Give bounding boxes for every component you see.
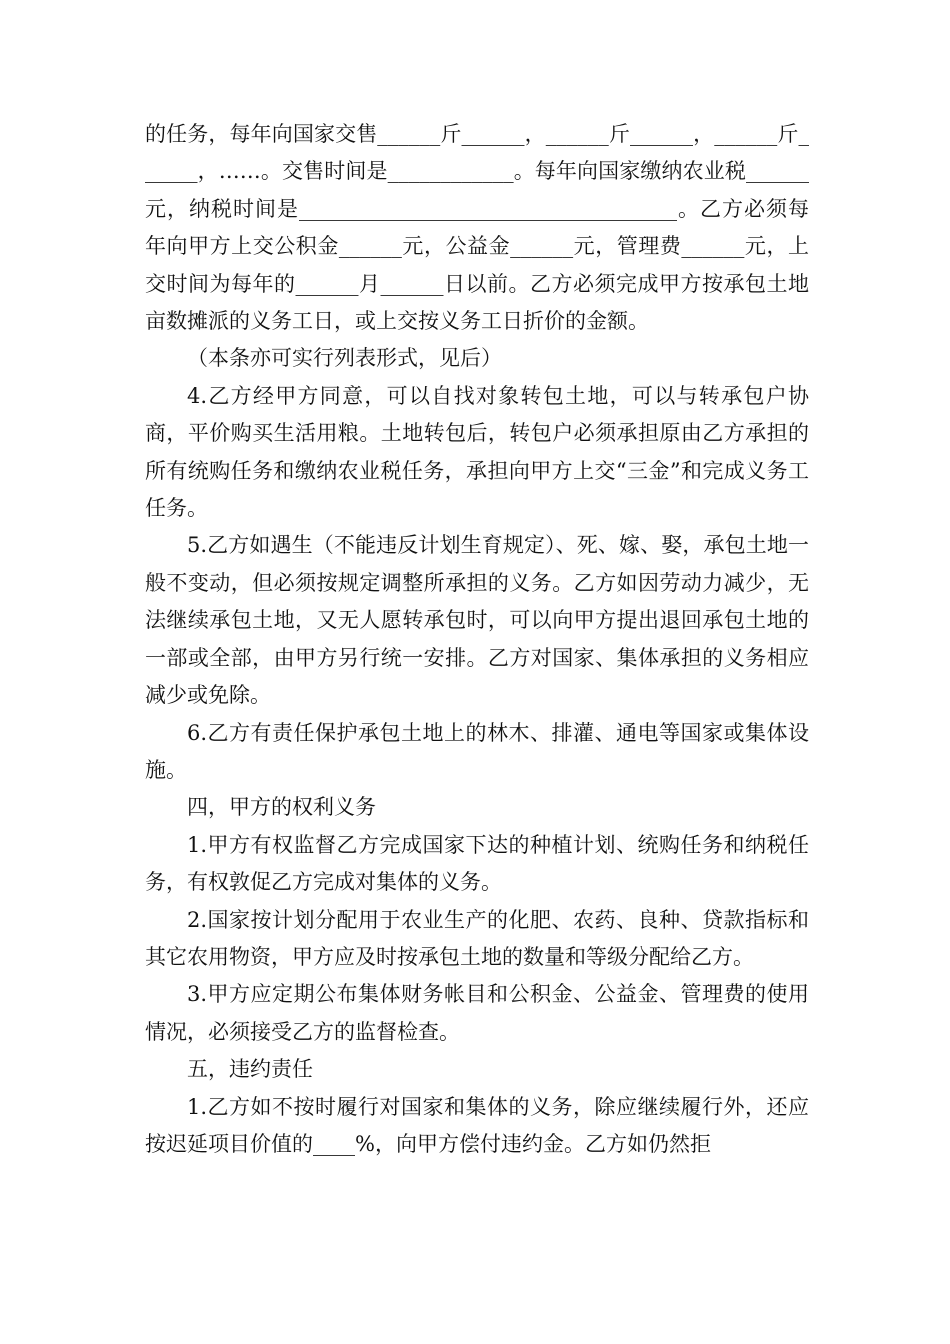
paragraph-clause-5: 5.乙方如遇生（不能违反计划生育规定）、死、嫁、娶，承包土地一般不变动，但必须按规定调整所承担的义务。乙方如因劳动力减少，无法继续承包土地，又无人愿转承包时，可以向甲方提出退回承包土地的一部或全部，由甲方另行统一安排。乙方对国家、集体承担的义务相应减少或免除。 bbox=[145, 533, 809, 708]
paragraph-clause-6: 6.乙方有责任保护承包土地上的林木、排灌、通电等国家或集体设施。 bbox=[145, 720, 809, 782]
paragraph-table-note: （本条亦可实行列表形式，见后） bbox=[187, 346, 502, 371]
section-heading-liability: 五，违约责任 bbox=[187, 1057, 313, 1082]
section-heading-party-a: 四，甲方的权利义务 bbox=[187, 795, 376, 820]
paragraph-liability-clause-1: 1.乙方如不按时履行对国家和集体的义务，除应继续履行外，还应按迟延项目价值的____%，向甲方偿付违约金。乙方如仍然拒 bbox=[145, 1094, 809, 1156]
paragraph-party-a-clause-3: 3.甲方应定期公布集体财务帐目和公积金、公益金、管理费的使用情况，必须接受乙方的监督检查。 bbox=[145, 982, 809, 1044]
paragraph-obligations-continued: 的任务，每年向国家交售______斤______，______斤______，______斤______，……。交售时间是____________。每年向国家缴纳农业税______元，纳税时间是____________________________________。乙方必须每年向甲方上交公积金______元，公益金______元，管理费______元，上交时间为每年的______月______日以前。乙方必须完成甲方按承包土地亩数摊派的义务工日，或上交按义务工日折价的金额。 bbox=[145, 122, 809, 334]
paragraph-clause-4: 4.乙方经甲方同意，可以自找对象转包土地，可以与转承包户协商，平价购买生活用粮。土地转包后，转包户必须承担原由乙方承担的所有统购任务和缴纳农业税任务，承担向甲方上交“三金”和完成义务工任务。 bbox=[145, 383, 809, 521]
paragraph-party-a-clause-2: 2.国家按计划分配用于农业生产的化肥、农药、良种、贷款指标和其它农用物资，甲方应及时按承包土地的数量和等级分配给乙方。 bbox=[145, 907, 809, 969]
paragraph-party-a-clause-1: 1.甲方有权监督乙方完成国家下达的种植计划、统购任务和纳税任务，有权敦促乙方完成对集体的义务。 bbox=[145, 832, 809, 895]
document-body bbox=[145, 116, 809, 1163]
